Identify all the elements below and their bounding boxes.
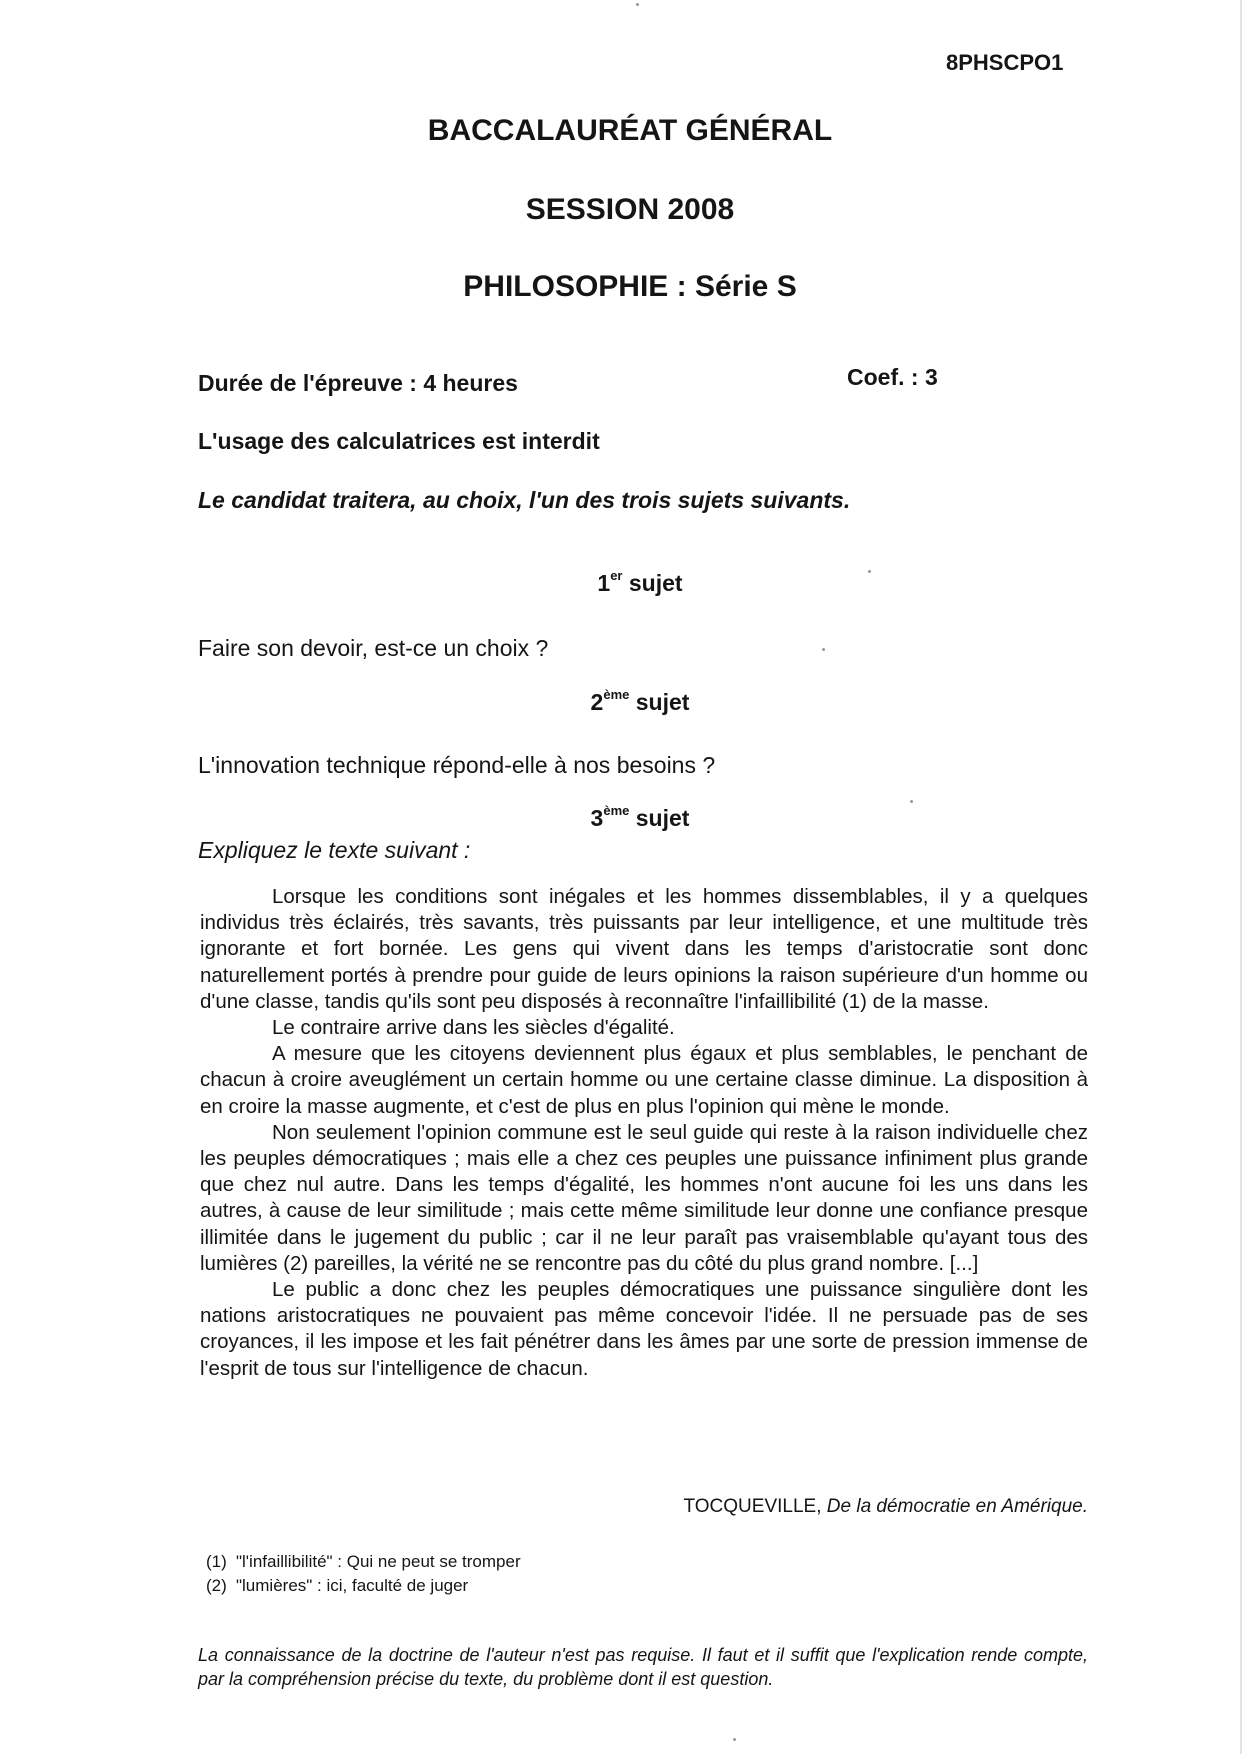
scan-speck: [822, 648, 825, 651]
scan-edge: [1240, 0, 1242, 1754]
passage-paragraph: A mesure que les citoyens deviennent plus égaux et plus semblables, le penchant de chacun à croire aveuglément un certain homme ou une certaine classe diminue. La disposition à en croire la masse augmente, et c'est de plus en plus l'opinion qui mène le monde.: [200, 1042, 1088, 1118]
scan-speck: [733, 1738, 736, 1741]
footnote: (2) "lumières" : ici, faculté de juger: [206, 1576, 469, 1595]
session-title: SESSION 2008: [525, 193, 735, 226]
footnote: (1) "l'infaillibilité" : Qui ne peut se tromper: [206, 1552, 521, 1571]
passage-paragraph: Le contraire arrive dans les siècles d'égalité.: [272, 1016, 675, 1040]
footnotes: [206, 1550, 521, 1598]
subject-2-question: L'innovation technique répond-elle à nos besoins ?: [198, 752, 716, 778]
text-source: [684, 1496, 1088, 1518]
exam-duration: Durée de l'épreuve : 4 heures: [198, 370, 518, 396]
calculator-rule: L'usage des calculatrices est interdit: [198, 428, 600, 454]
subject-2-heading: 2ème sujet: [590, 687, 690, 715]
exam-coefficient: Coef. : 3: [847, 364, 938, 390]
exam-reference: 8PHSCPO1: [946, 50, 1064, 75]
subject-title: PHILOSOPHIE : Série S: [463, 270, 797, 303]
source-author: TOCQUEVILLE,: [683, 1496, 822, 1517]
subject-1-heading: 1er sujet: [597, 568, 683, 596]
passage-paragraph: Lorsque les conditions sont inégales et les hommes dissemblables, il y a quelques individus très éclairés, très savants, très puissants par leur intelligence, et une multitude très ignorante et fort bornée. Les gens qui vivent dans les temps d'aristocratie sont donc naturellement portés à prendre pour guide de leurs opinions la raison supérieure d'un homme ou d'une classe, tandis qu'ils sont peu disposés à reconnaître l'infaillibilité (1) de la masse.: [200, 885, 1088, 1013]
scan-speck: [868, 570, 871, 573]
subject-1-question: Faire son devoir, est-ce un choix ?: [198, 635, 549, 661]
passage-paragraph: Non seulement l'opinion commune est le seul guide qui reste à la raison individuelle chez les peuples démocratiques ; mais elle a chez ces peuples une puissance infiniment plus grande que chez nul autre. Dans les temps d'égalité, les hommes n'ont aucune foi les uns dans les autres, à cause de leur similitude ; mais cette même similitude leur donne une confiance presque illimitée dans le jugement du public ; car il ne leur paraît pas vraisemblable qu'ayant tous des lumières (2) pareilles, la vérité ne se rencontre pas du côté du plus grand nombre. [...]: [200, 1120, 1088, 1275]
passage-paragraph: Le public a donc chez les peuples démocratiques une puissance singulière dont les nations aristocratiques ne pouvaient pas même concevoir l'idée. Il ne persuade pas de ses croyances, il les impose et les fait pénétrer dans les âmes par une sorte de pression immense de l'esprit de tous sur l'intelligence de chacun.: [200, 1278, 1088, 1380]
exam-instruction: Le candidat traitera, au choix, l'un des trois sujets suivants.: [198, 487, 851, 513]
subject-3-heading: 3ème sujet: [590, 803, 690, 831]
subject-3-instruction: Expliquez le texte suivant :: [198, 837, 471, 863]
text-passage: [200, 884, 1088, 1382]
footer-note: La connaissance de la doctrine de l'auteur n'est pas requise. Il faut et il suffit que l'explication rende compte, par la compréhension précise du texte, du problème dont il est question.: [198, 1645, 1088, 1689]
source-work: De la démocratie en Amérique.: [826, 1496, 1088, 1517]
scan-speck: [910, 800, 913, 803]
exam-title: BACCALAURÉAT GÉNÉRAL: [427, 114, 833, 147]
scan-speck: [636, 3, 639, 6]
